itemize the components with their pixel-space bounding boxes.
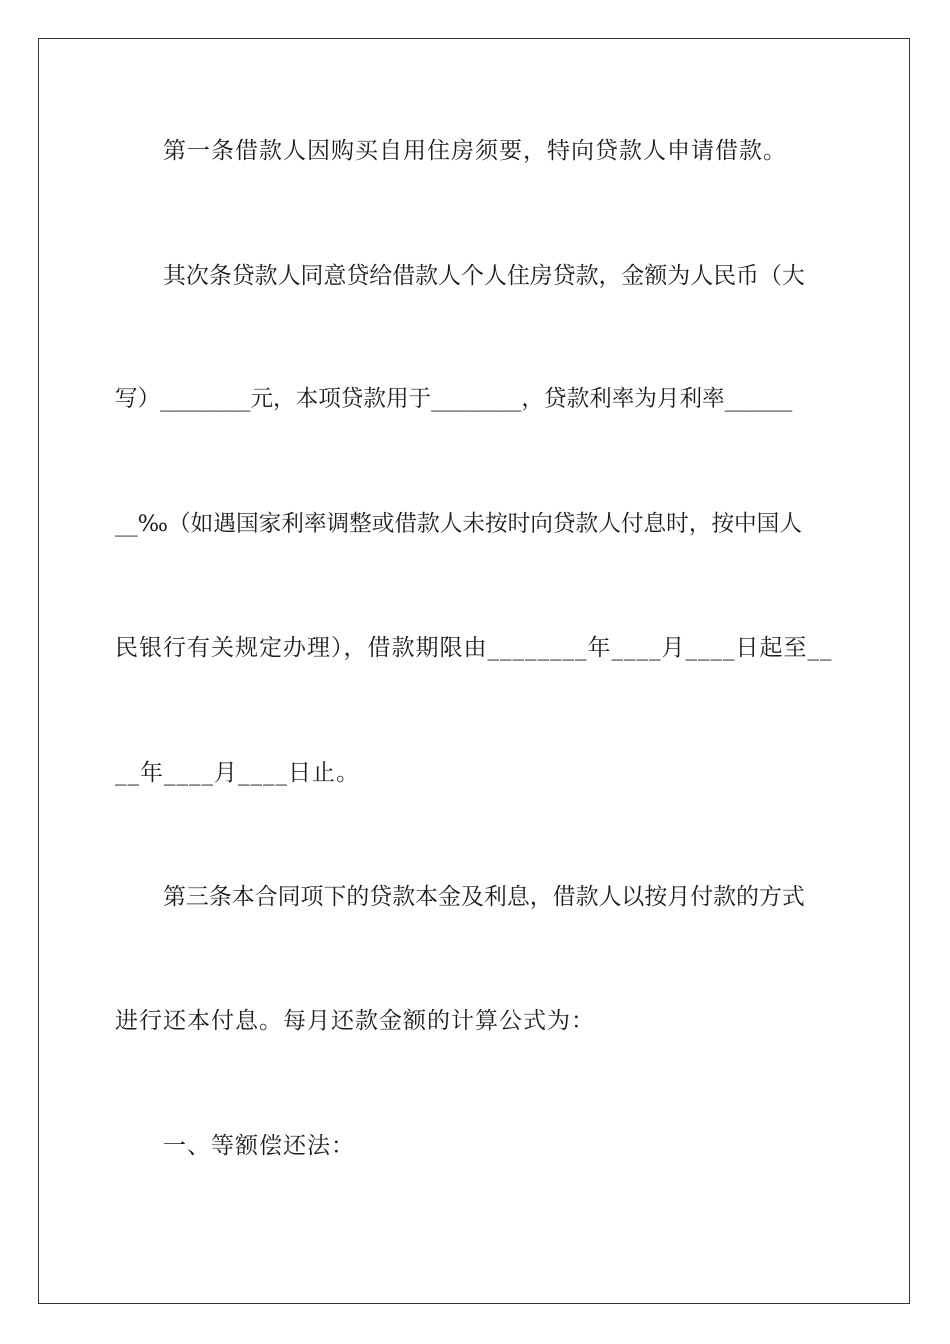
- clause-3-line-1: 第三条本合同项下的贷款本金及利息，借款人以按月付款的方式: [163, 884, 805, 910]
- clause-2-line-3: __‰（如遇国家利率调整或借款人未按时向贷款人付息时，按中国人: [115, 511, 802, 537]
- clause-3-line-2: 进行还本付息。每月还款金额的计算公式为：: [115, 1008, 595, 1034]
- clause-2-line-4: 民银行有关规定办理），借款期限由________年____月____日起至__: [115, 635, 833, 661]
- method-heading: 一、等额偿还法：: [163, 1133, 355, 1159]
- clause-2-line-2: 写）________元，本项贷款用于________，贷款利率为月利率______: [115, 386, 793, 412]
- clause-1-line-1: 第一条借款人因购买自用住房须要，特向贷款人申请借款。: [163, 138, 787, 164]
- clause-2-line-5: __年____月____日止。: [115, 760, 360, 786]
- clause-2-line-1: 其次条贷款人同意贷给借款人个人住房贷款，金额为人民币（大: [163, 263, 805, 289]
- page-frame: [38, 38, 910, 1304]
